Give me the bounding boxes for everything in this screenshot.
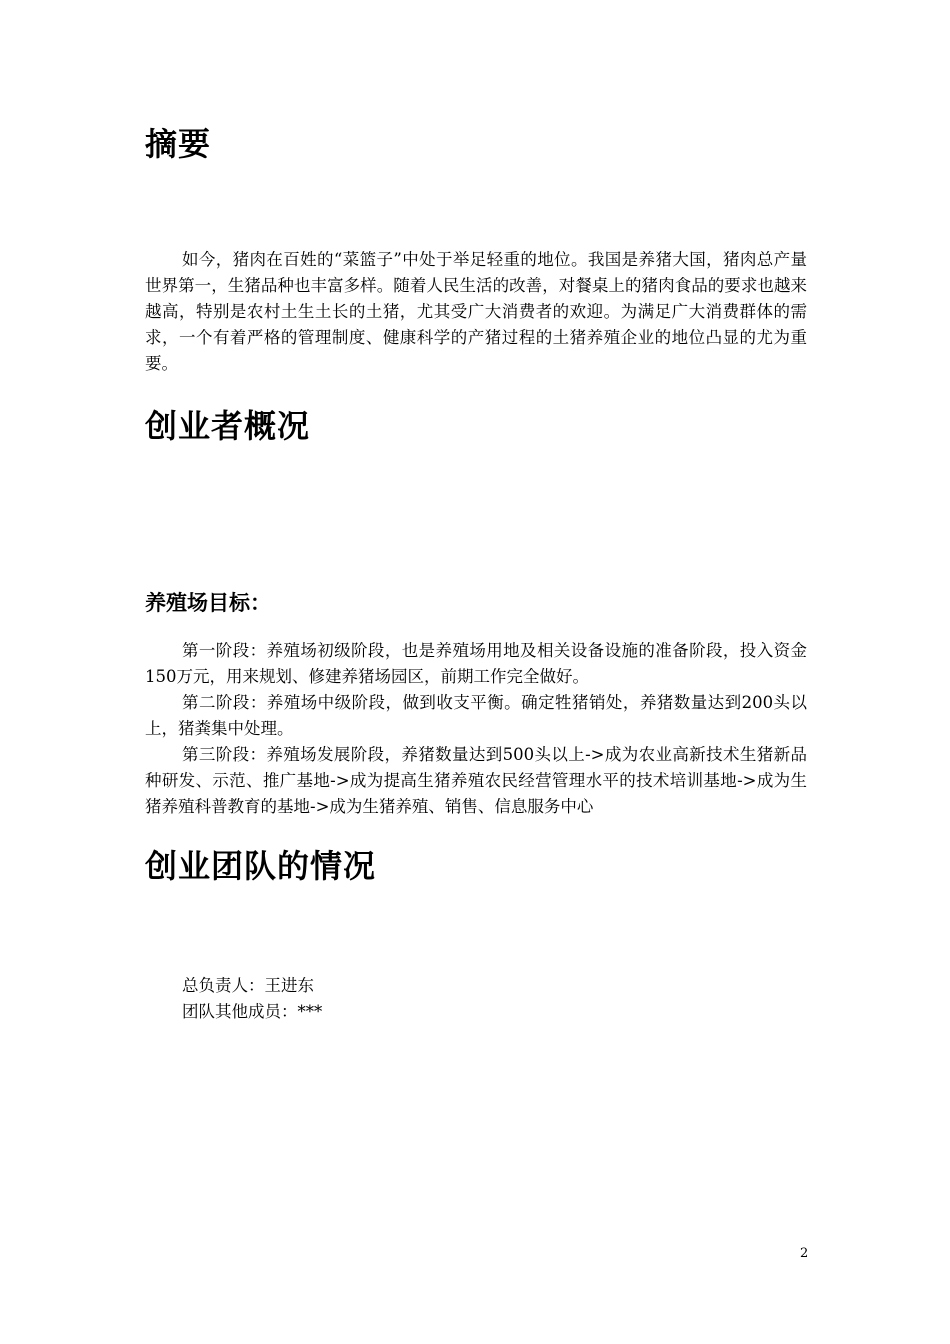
goal-stage-1: 第一阶段：养殖场初级阶段，也是养殖场用地及相关设备设施的准备阶段，投入资金150万元，用来规划、修建养猪场园区，前期工作完全做好。 — [145, 641, 807, 686]
subsection-heading-farm-goals: 养殖场目标： — [145, 591, 271, 615]
section-heading-founder-overview: 创业者概况 — [145, 407, 311, 445]
team-members: 团队其他成员：*** — [182, 1002, 323, 1021]
section-heading-abstract: 摘要 — [145, 125, 212, 163]
team-leader: 总负责人：王进东 — [182, 976, 314, 995]
section-heading-team: 创业团队的情况 — [145, 847, 377, 885]
page-number: 2 — [800, 1246, 809, 1261]
abstract-paragraph: 如今，猪肉在百姓的“菜篮子”中处于举足轻重的地位。我国是养猪大国，猪肉总产量世界第一，生猪品种也丰富多样。随着人民生活的改善，对餐桌上的猪肉食品的要求也越来越高，特别是农村土生土长的土猪，尤其受广大消费者的欢迎。为满足广大消费群体的需求，一个有着严格的管理制度、健康科学的产猪过程的土猪养殖企业的地位凸显的尤为重要。 — [145, 250, 807, 373]
goal-stage-2: 第二阶段：养殖场中级阶段，做到收支平衡。确定牲猪销处，养猪数量达到200头以上，猪粪集中处理。 — [145, 693, 807, 738]
team-info — [182, 973, 322, 1025]
goal-stage-3: 第三阶段：养殖场发展阶段，养猪数量达到500头以上->成为农业高新技术生猪新品种研发、示范、推广基地->成为提高生猪养殖农民经营管理水平的技术培训基地->成为生猪养殖科普教育的基地->成为生猪养殖、销售、信息服务中心 — [145, 745, 807, 816]
